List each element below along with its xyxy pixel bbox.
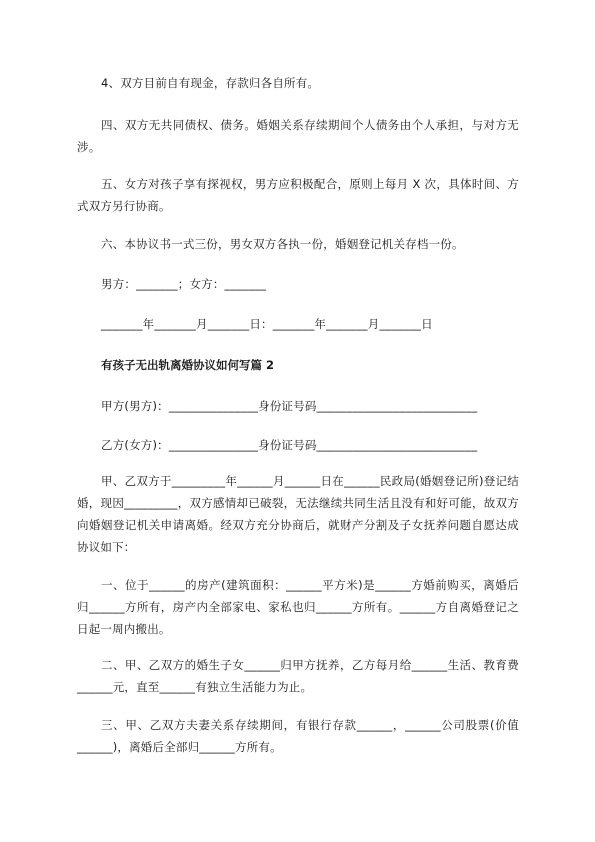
clause-cash: 4、双方目前自有现金，存款归各自所有。: [101, 76, 320, 90]
party-b-line: 乙方(女方)：_______________身份证号码___________________________: [101, 438, 478, 452]
signature-line: 男方：_______；女方：_______: [101, 277, 267, 291]
date-line: _______年_______月_______日：_______年_______月_______日: [101, 317, 433, 331]
clause-copies: 六、本协议书一式三份，男女双方各执一份，婚姻登记机关存档一份。: [101, 237, 464, 251]
section-heading: 有孩子无出轨离婚协议如何写篇 2: [101, 358, 275, 372]
clause-savings: 三、甲、乙双方夫妻关系存续期间，有银行存款______，______公司股票(价值______)，离婚后全部归______方所有。: [77, 718, 519, 754]
clause-property: 一、位于______的房产(建筑面积：______平方米)是______方婚前购买，离婚后归______方所有，房产内全部家电、家私也归______方所有。______方自离婚登记之日起一周内搬出。: [77, 578, 519, 636]
clause-debts: 四、双方无共同债权、债务。婚姻关系存续期间个人债务由个人承担，与对方无涉。: [77, 118, 519, 154]
clause-child-custody: 二、甲、乙双方的婚生子女______归甲方抚养，乙方每月给______生活、教育费______元，直至______有独立生活能力为止。: [77, 658, 519, 694]
preamble-paragraph: 甲、乙双方于_________年______月______日在______民政局(婚姻登记所)登记结婚，现因_________，双方感情却已破裂，无法继续共同生活且没有和好可能，故双方向婚姻登记机关申请离婚。经双方充分协商后，就财产分割及子女抚养问题自愿达成协议如下：: [77, 474, 519, 554]
party-a-line: 甲方(男方)：_______________身份证号码___________________________: [101, 399, 478, 413]
clause-visitation: 五、女方对孩子享有探视权，男方应积极配合，原则上每月 X 次，具体时间、方式双方另行协商。: [77, 177, 519, 213]
